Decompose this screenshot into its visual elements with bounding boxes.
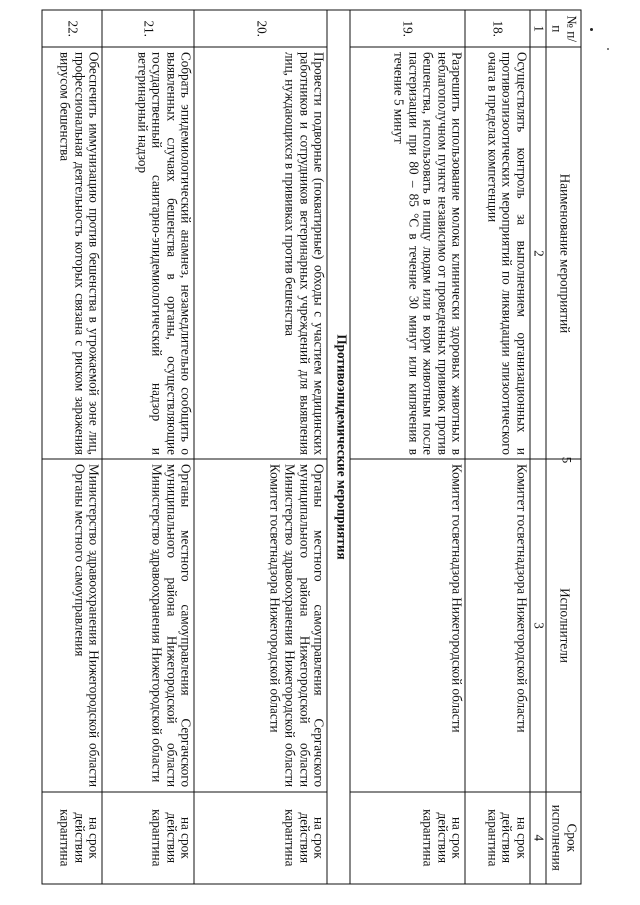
row-number: 21. xyxy=(102,10,194,47)
header-executors: Исполнители xyxy=(547,459,582,791)
col-number: 4 xyxy=(530,792,547,884)
row-measure: Осуществлять контроль за выполнением организационных и противоэпизоотических мероприятий по ликвидации эпизоотического очага в пределах компетенции xyxy=(465,47,529,459)
row-number: 20. xyxy=(194,10,327,47)
row-executors: Комитет госветнадзора Нижегородской области xyxy=(465,459,529,791)
col-number: 2 xyxy=(530,47,547,459)
scan-dot xyxy=(607,48,609,50)
header-row xyxy=(547,10,582,884)
row-executors: Органы местного самоуправления Сергачского муниципального района Нижегородской области Министерство здравоохранения Нижегородской области xyxy=(102,459,194,791)
table-row xyxy=(465,10,529,884)
column-number-row xyxy=(530,10,547,884)
row-measure: Провести подворные (покватирные) обходы с участием медицинских работников и сотрудников ветеринарных учреждений для выявления лиц, нуждающихся в прививках против бешенства xyxy=(194,47,327,459)
scan-dot xyxy=(590,28,593,31)
row-term: на срок действия карантина xyxy=(465,792,529,884)
row-term: на срок действия карантина xyxy=(350,792,466,884)
table-row xyxy=(350,10,466,884)
table-row xyxy=(102,10,194,884)
row-number: 19. xyxy=(350,10,466,47)
col-number: 3 xyxy=(530,459,547,791)
row-number: 22. xyxy=(42,10,102,47)
header-term: Срок исполнения xyxy=(547,792,582,884)
row-term: на срок действия карантина xyxy=(42,792,102,884)
row-measure: Разрешить использование молока клинически здоровых животных в неблагополучном пункте независимо от проведенных прививок против бешенства, использовать в пищу людям или в корм животным после пастеризации при 80 – 85 °C в течение 30 минут или кипячения в течение 5 минут xyxy=(350,47,466,459)
row-term: на срок действия карантина xyxy=(194,792,327,884)
table-row xyxy=(194,10,327,884)
row-executors: Комитет госветнадзора Нижегородской области xyxy=(350,459,466,791)
col-number: 1 xyxy=(530,10,547,47)
page-number: 5 xyxy=(559,456,575,464)
row-executors: Министерство здравоохранения Нижегородской области Органы местного самоуправления xyxy=(42,459,102,791)
section-row xyxy=(327,10,350,884)
row-measure: Обеспечить иммунизацию против бешенства в угрожаемой зоне лиц, профессиональная деятельность которых связана с риском заражения вирусом бешенства xyxy=(42,47,102,459)
row-measure: Собрать эпидемиологический анамнез, незамедлительно сообщить о выявленных случаях бешенства в органы, осуществляющие государственный санитарно-эпидемиологический надзор и ветеринарный надзор xyxy=(102,47,194,459)
measures-table xyxy=(42,10,582,885)
table-row xyxy=(42,10,102,884)
rotated-table-container xyxy=(42,10,582,885)
row-term: на срок действия карантина xyxy=(102,792,194,884)
section-title: Противоэпидемические мероприятия xyxy=(327,10,350,884)
row-executors: Органы местного самоуправления Сергачского муниципального района Нижегородской области Министерство здравоохранения Нижегородской области Комитет госветнадзора Нижегородской области xyxy=(194,459,327,791)
header-number: № п/п xyxy=(547,10,582,47)
row-number: 18. xyxy=(465,10,529,47)
header-name: Наименование мероприятий xyxy=(547,47,582,459)
